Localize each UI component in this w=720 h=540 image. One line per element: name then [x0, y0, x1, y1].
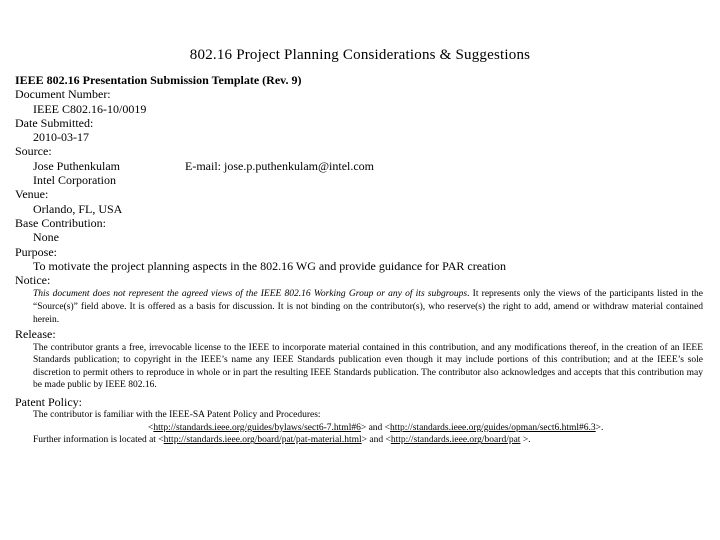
link-separator-2: > and < [361, 435, 391, 446]
venue-value: Orlando, FL, USA [33, 201, 123, 216]
opman-link[interactable]: http://standards.ieee.org/guides/opman/sect6.html#6.3 [390, 422, 596, 433]
notice-label: Notice: [15, 273, 51, 288]
further-info-text: Further information is located at < [33, 435, 164, 446]
patent-policy-links-line: <http://standards.ieee.org/guides/bylaws/sect6-7.html#6> and <http://standards.ieee.org/guides/opman/sect6.html#6.3>. [148, 422, 604, 433]
source-label: Source: [15, 144, 52, 159]
document-number-value: IEEE C802.16-10/0019 [33, 101, 147, 116]
link-end-2: >. [520, 435, 531, 446]
submission-template [15, 73, 705, 447]
base-contribution-label: Base Contribution: [15, 215, 106, 230]
source-row [15, 159, 705, 173]
venue-label: Venue: [15, 187, 49, 202]
pat-material-link[interactable]: http://standards.ieee.org/board/pat/pat-material.html [163, 435, 362, 446]
patent-policy-further-line [15, 434, 705, 447]
link-end: >. [595, 422, 604, 433]
release-label: Release: [15, 327, 56, 342]
notice-text [15, 288, 705, 326]
page-title: 802.16 Project Planning Considerations & Suggestions [189, 47, 531, 63]
notice-italic: This document does not represent the agreed views of the IEEE 802.16 Working Group or any of its subgroups [33, 289, 468, 300]
bylaws-link[interactable]: http://standards.ieee.org/guides/bylaws/sect6-7.html#6 [153, 422, 361, 433]
release-text: The contributor grants a free, irrevocable license to the IEEE to incorporate material contained in this contribution, and any modifications thereof, in the creation of an IEEE Standards publication; to copyright in the IEEE’s name any IEEE Standards publication even though it may include portions of this contribution; and at the IEEE’s sole discretion to permit others to reproduce in whole or in part the resulting IEEE Standards publication. The contributor also acknowledges and accepts that this contribution may be made public by IEEE 802.16. [33, 342, 703, 391]
notice-rest: . It represents only the views of the participants listed in the “Source(s)” field above. It is offered as a basis for discussion. It is not binding on the contributor(s), who reserve(s) the right to add, amend or withdraw material contained herein. [33, 289, 704, 325]
link-separator: > and < [360, 422, 391, 433]
purpose-value: To motivate the project planning aspects in the 802.16 WG and provide guidance for PAR creation [33, 258, 507, 273]
board-pat-link[interactable]: http://standards.ieee.org/board/pat [390, 435, 521, 446]
base-contribution-value: None [33, 230, 59, 245]
purpose-label: Purpose: [15, 244, 57, 259]
date-submitted-value: 2010-03-17 [33, 130, 89, 145]
template-heading: IEEE 802.16 Presentation Submission Template (Rev. 9) [15, 73, 302, 87]
patent-policy-label: Patent Policy: [15, 394, 82, 409]
patent-policy-intro: The contributor is familiar with the IEEE-SA Patent Policy and Procedures: [33, 410, 321, 421]
source-email: E-mail: jose.p.puthenkulam@intel.com [185, 158, 375, 173]
source-org: Intel Corporation [33, 173, 116, 188]
document-number-label: Document Number: [15, 87, 111, 102]
source-name: Jose Puthenkulam [33, 158, 120, 173]
date-submitted-label: Date Submitted: [15, 115, 94, 130]
